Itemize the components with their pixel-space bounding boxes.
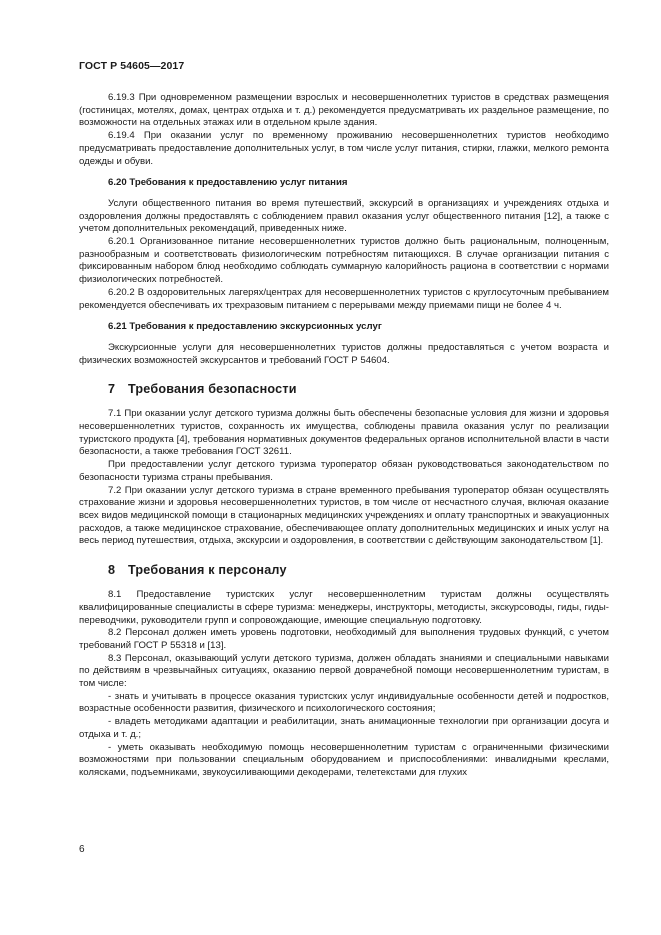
list-item-8-3-c: - уметь оказывать необходимую помощь несовершеннолетним туристам с ограниченными физическими возможностями при пользовании специальным оборудованием и приспособлениями: инвалидными креслами, колясками, подъемниками, звукоусиливающими декодерами, телетекстами для глухих [79,741,609,778]
section-title: Требования к персоналу [128,563,287,578]
section-number: 8 [108,563,116,578]
paragraph-8-2: 8.2 Персонал должен иметь уровень подготовки, необходимый для выполнения трудовых функций, с учетом требований ГОСТ Р 55318 и [13]. [79,627,609,651]
paragraph-6-19-4: 6.19.4 При оказании услуг по временному проживанию несовершеннолетних туристов необходимо предусматривать предоставление дополнительных услуг, в том числе услуг питания, стирки, глажки, мелкого ремонта одежды и обуви. [79,130,609,167]
page-number: 6 [79,844,85,855]
section-number: 7 [108,382,116,397]
paragraph-6-19-3: 6.19.3 При одновременном размещении взрослых и несовершеннолетних туристов в средствах размещения (гостиницах, мотелях, домах, центрах отдыха и т. д.) рекомендуется предусматривать их раздельное размещение, по возможности на отдельных этажах или в отдельном крыле здания. [79,92,609,129]
document-header: ГОСТ Р 54605—2017 [79,60,185,72]
list-item-8-3-b: - владеть методиками адаптации и реабилитации, знать анимационные технологии при организации досуга и отдыха и т. д.; [79,716,609,740]
paragraph-8-1: 8.1 Предоставление туристских услуг несовершеннолетним туристам должны осуществлять квалифицированные специалисты в сфере туризма: менеджеры, инструкторы, методисты, экскурсоводы, гиды, гиды-переводчики, руководители групп и сопровождающие, имеющие специальную подготовку. [79,589,609,626]
paragraph-7-1: 7.1 При оказании услуг детского туризма должны быть обеспечены безопасные условия для жизни и здоровья несовершеннолетних туристов, сохранность их имущества, соблюдены правила оказания услуг по реализации туристского продукта [4], требования нормативных документов федеральных органов исполнительной власти в части безопасности, а также требования ГОСТ 32611. [79,408,609,458]
paragraph-7-1-b: При предоставлении услуг детского туризма туроператор обязан руководствоваться законодательством по безопасности туризма страны пребывания. [79,459,609,483]
paragraph-6-20-1: 6.20.1 Организованное питание несовершеннолетних туристов должно быть рациональным, полноценным, разнообразным и соответствовать физиологическим потребностям питающихся. В случае организации питания с фиксированным набором блюд необходимо соблюдать суммарную калорийность рациона в соответствии с нормами физиологических потребностей. [79,236,609,286]
paragraph-8-3: 8.3 Персонал, оказывающий услуги детского туризма, должен обладать знаниями и специальными навыками по действиям в чрезвычайных ситуациях, оказанию первой доврачебной помощи несовершеннолетним туристам, в том числе: [79,652,609,690]
document-body [79,92,609,780]
paragraph-6-21-intro: Экскурсионные услуги для несовершеннолетних туристов должны предоставляться с учетом возраста и физических возможностей экскурсантов и требований ГОСТ Р 54604. [79,341,609,366]
subsection-heading-6-20: 6.20 Требования к предоставлению услуг питания [108,177,348,189]
list-item-8-3-a: - знать и учитывать в процессе оказания туристских услуг индивидуальные особенности детей и подростков, возрастные особенности развития, физического и психологического состояния; [79,690,609,715]
paragraph-6-20-intro: Услуги общественного питания во время путешествий, экскурсий в организациях и учреждениях отдыха и оздоровления должны предоставлять с соблюдением правил оказания услуг общественного питания [12], а также с учетом дополнительных рекомендаций, приведенных ниже. [79,197,609,235]
section-heading-8 [79,563,609,578]
paragraph-7-2: 7.2 При оказании услуг детского туризма в стране временного пребывания туроператор обязан осуществлять страхование жизни и здоровья несовершеннолетних туристов, в том числе от несчастного случая, включая оказание всех видов медицинской помощи в стационарных медицинских учреждениях и оплату транспортных и эвакуационных расходов, а также медицинское страхование, обеспечивающее оплату дополнительных медицинских и иных услуг на весь период путешествия, отдыха, экскурсии и оздоровления, в соответствии с действующим законодательством [1]. [79,484,609,547]
subsection-heading-6-21: 6.21 Требования к предоставлению экскурсионных услуг [108,321,382,333]
paragraph-6-20-2: 6.20.2 В оздоровительных лагерях/центрах для несовершеннолетних туристов с круглосуточным пребыванием рекомендуется обеспечивать их трехразовым питанием с перерывами между приемами пищи не более 4 ч. [79,286,609,311]
section-heading-7 [79,382,609,397]
section-title: Требования безопасности [128,382,297,397]
